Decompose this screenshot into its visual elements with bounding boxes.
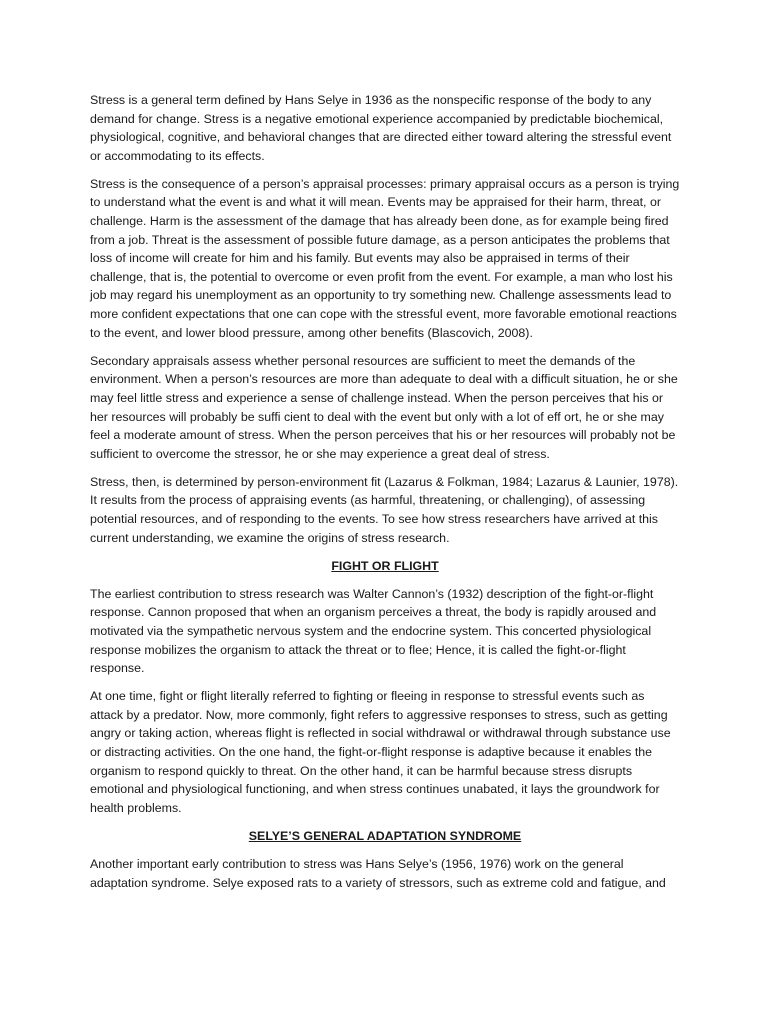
paragraph-selye-intro: Another important early contribution to stress was Hans Selye’s (1956, 1976) work on the general adaptation syndrome. Selye exposed rats to a variety of stressors, such as extreme cold and fatigue, and [90,856,666,890]
section-heading-fight-or-flight: FIGHT OR FLIGHT [331,558,439,573]
paragraph-stress-definition: Stress is a general term defined by Hans Selye in 1936 as the nonspecific response of the body to any demand for change. Stress is a negative emotional experience accompanied by predictable biochemical, physiological, cognitive, and behavioral changes that are directed either toward altering the stressful event or accommodating to its effects. [90,93,672,163]
paragraph-secondary-appraisal: Secondary appraisals assess whether personal resources are sufficient to meet the demands of the environment. When a person’s resources are more than adequate to deal with a difficult situation, he or she may feel little stress and experience a sense of challenge instead. When the person perceives that his or her resources will probably be suffi cient to deal with the event but only with a lot of eff ort, he or she may feel a moderate amount of stress. When the person perceives that his or her resources will probably not be sufficient to overcome the stressor, he or she may experience a great deal of stress. [90,353,678,461]
document-page [90,91,680,902]
paragraph-person-environment-fit: Stress, then, is determined by person-environment fit (Lazarus & Folkman, 1984; Lazarus & Launier, 1978). It results from the process of appraising events (as harmful, threatening, or challenging), of assessing potential resources, and of responding to the events. To see how stress researchers have arrived at this current understanding, we examine the origins of stress research. [90,474,679,545]
paragraph-primary-appraisal: Stress is the consequence of a person’s appraisal processes: primary appraisal occurs as a person is trying to understand what the event is and what it will mean. Events may be appraised for their harm, threat, or challenge. Harm is the assessment of the damage that has already been done, as for example being fired from a job. Threat is the assessment of possible future damage, as a person anticipates the problems that loss of income will create for him and his family. But events may also be appraised in terms of their challenge, that is, the potential to overcome or even profit from the event. For example, a man who lost his job may regard his unemployment as an opportunity to try something new. Challenge assessments lead to more confident expectations that one can cope with the stressful event, more favorable emotional reactions to the event, and lower blood pressure, among other benefits (Blascovich, 2008). [90,176,680,340]
paragraph-cannon-fight-or-flight: The earliest contribution to stress research was Walter Cannon’s (1932) description of the fight-or-flight response. Cannon proposed that when an organism perceives a threat, the body is rapidly aroused and motivated via the sympathetic nervous system and the endocrine system. This concerted physiological response mobilizes the organism to attack the threat or to flee; Hence, it is called the fight-or-flight response. [90,586,657,676]
paragraph-fight-or-flight-meaning: At one time, fight or flight literally referred to fighting or fleeing in response to stressful events such as attack by a predator. Now, more commonly, fight refers to aggressive responses to stress, such as getting angry or taking action, whereas flight is reflected in social withdrawal or withdrawal through substance use or distracting activities. On the one hand, the fight-or-flight response is adaptive because it enables the organism to respond quickly to threat. On the other hand, it can be harmful because stress disrupts emotional and physiological functioning, and when stress continues unabated, it lays the groundwork for health problems. [90,689,671,815]
section-heading-selye-gas: SELYE’S GENERAL ADAPTATION SYNDROME [248,828,522,843]
